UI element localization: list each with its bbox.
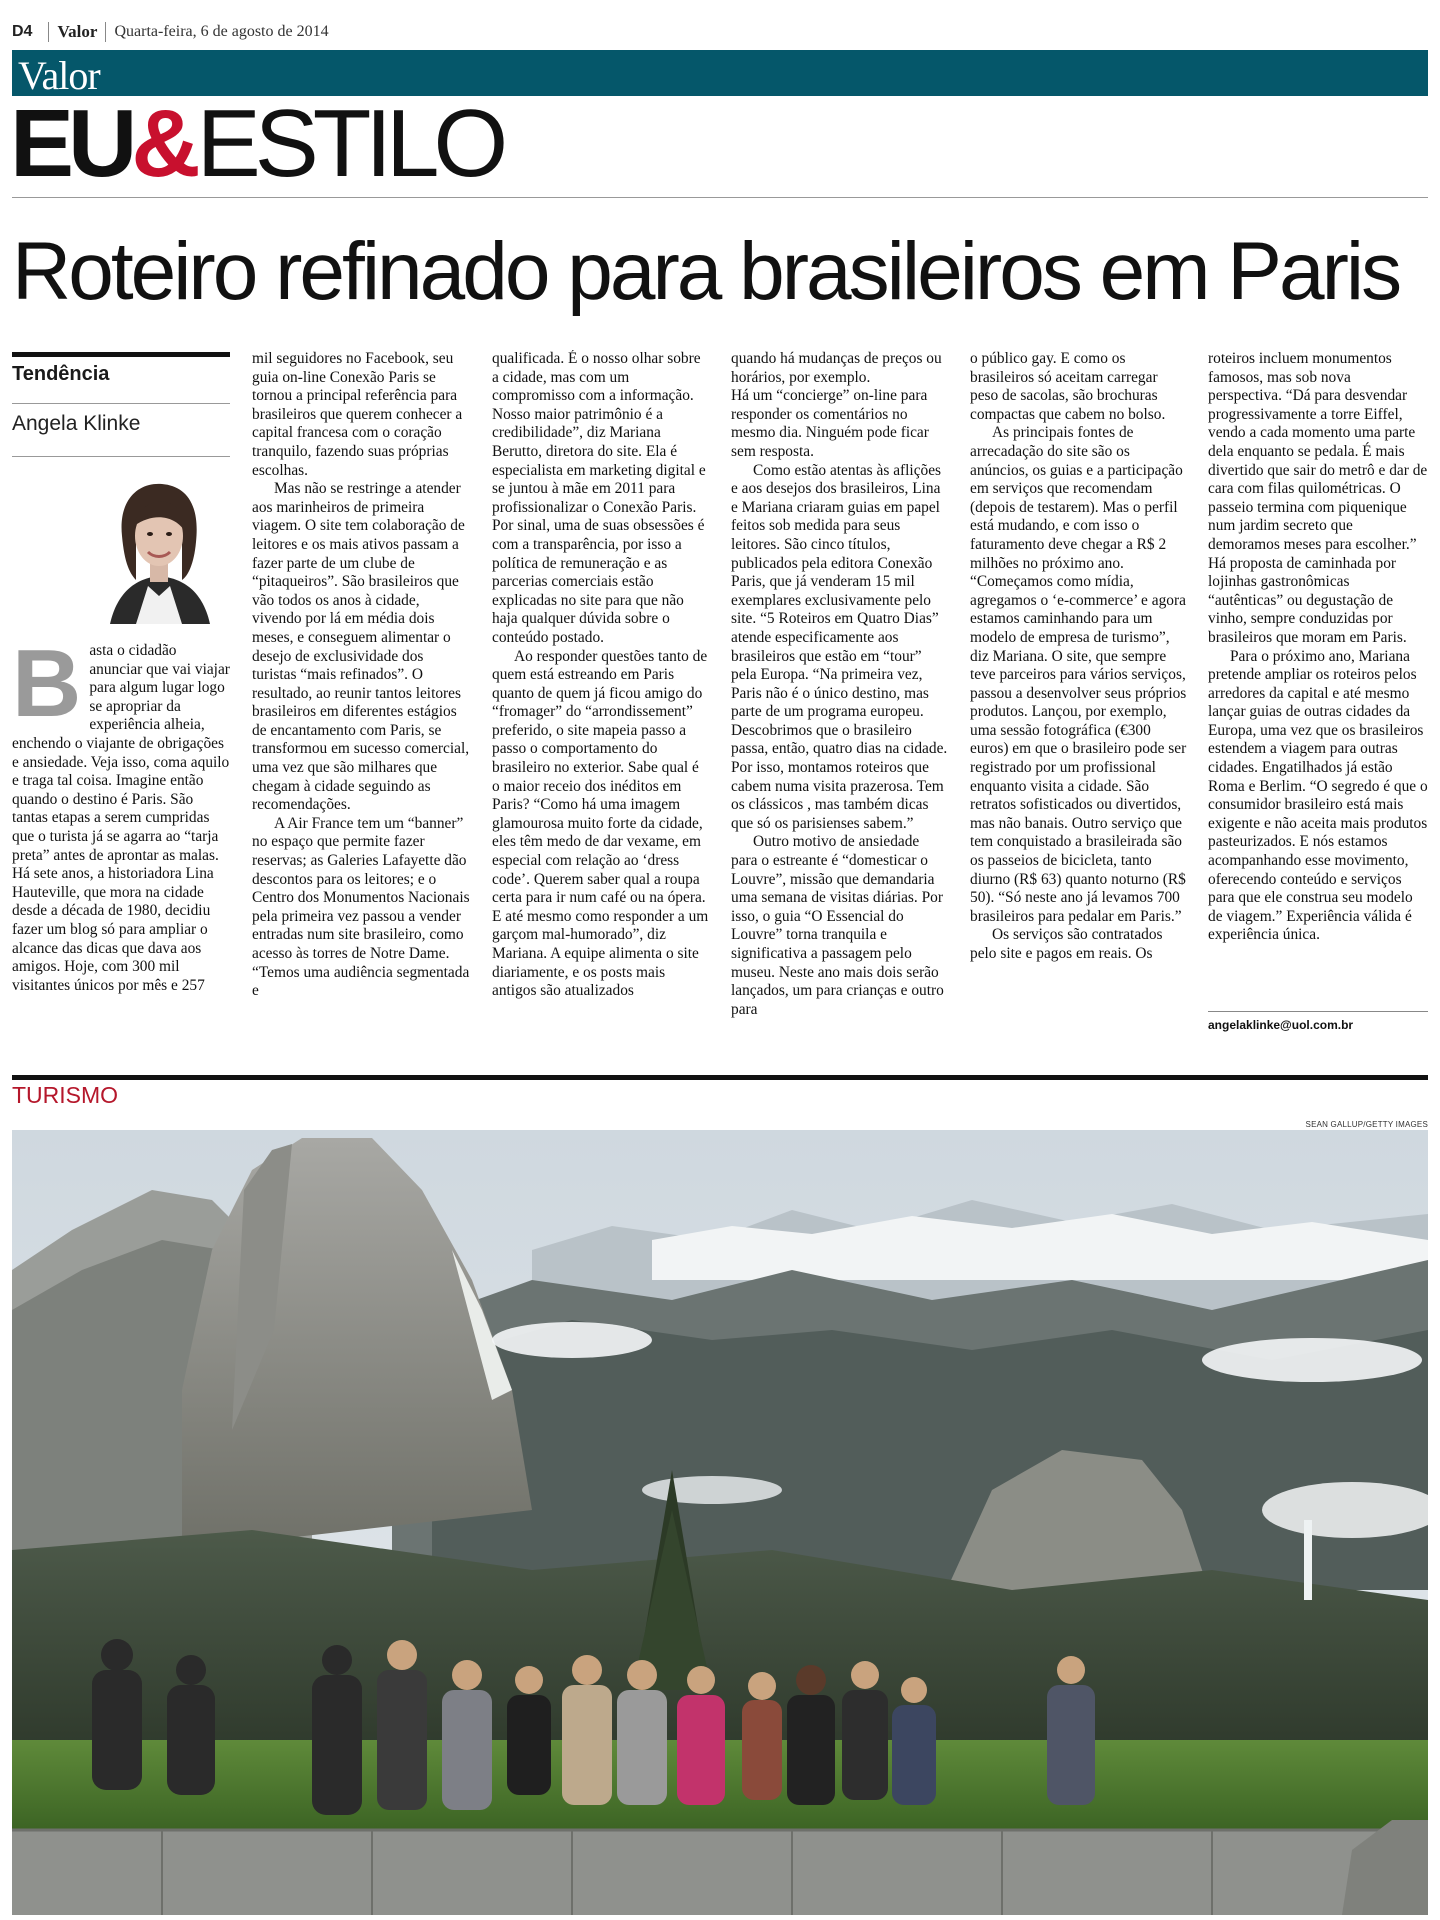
article-column-1 [12,642,230,1038]
article-kicker: Tendência [12,363,110,385]
paragraph: Há um “concierge” on-line para responder os comentários no mesmo dia. Ninguém pode ficar sem resposta. [731,387,929,460]
author-portrait [88,476,230,624]
paragraph: Os serviços são contratados pelo site e pagos em reais. Os [970,926,1163,962]
paragraph: Outro motivo de ansiedade para o estreante é “domesticar o Louvre”, missão que demandaria uma semana de visitas diárias. Por isso, o guia “O Essencial do Louvre” torna tranquila e significativa a passagem pelo museu. Neste ano mais dois serão lançados, um para crianças e outro para [731,833,944,1018]
paragraph: Mas não se restringe a atender aos marinheiros de primeira viagem. O site tem colaboração de leitores e os mais ativos passam a fazer parte de um clube de “pitaqueiros”. São brasileiros que vão todos os anos à cidade, vivendo por lá em média dois meses, e conseguem alimentar o desejo de exclusividade dos turistas “mais refinados”. O resultado, ao reunir tantos leitores brasileiros em diferentes estágios de encantamento com Paris, se transformou em sucesso comercial, uma vez que são milhares que chegam à cidade seguindo as recomendações. [252,480,470,814]
paragraph: qualificada. É o nosso olhar sobre a cidade, mas com um compromisso com a informação. Nosso maior patrimônio é a credibilidade”, diz Mariana Berutto, diretora do site. Ela é especialista em marketing digital e se juntou à mãe em 2011 para profissionalizar o Conexão Paris. Por sinal, uma de suas obsessões é com a transparência, por isso a política de remuneração e as parcerias comerciais estão explicadas no site para que não haja qualquer dúvida sobre o conteúdo postado. [492,350,706,646]
folio-divider [105,22,106,42]
byline-rule-thin [12,403,230,404]
article-headline: Roteiro refinado para brasileiros em Paris [12,226,1400,317]
section-title-estilo: ESTILO [196,90,503,197]
email-rule [1208,1011,1428,1012]
paragraph: Para o próximo ano, Mariana pretende ampliar os roteiros pelos arredores da capital e até mesmo lançar guias de outras cidades da Europa, uma vez que os brasileiros estendem a viagem para outras cidades. Engatilhados já estão Roma e Berlim. “O segredo é que o consumidor brasileiro está mais exigente e não aceita mais produtos pasteurizados. E nós estamos acompanhando esse movimento, oferecendo conteúdo e serviços para que ele construa seu modelo de viagem.” Experiência válida é experiência única. [1208,647,1428,944]
section-title-ampersand: & [131,90,197,197]
paragraph: As principais fontes de arrecadação do site são os anúncios, os guias e a participação em serviços que recomendam (depois de testarem). Mas o perfil está mudando, e com isso o faturamento deve chegar a R$ 2 milhões no próximo ano. “Começamos como mídia, agregamos o ‘e-commerce’ e agora estamos caminhando para um modelo de empresa de turismo”, diz Mariana. O site, que sempre teve parceiros para vários serviços, passou a desenvolver seus próprios produtos. Lançou, por exemplo, uma sessão fotográfica (€300 euros) em que o brasileiro pode ser registrado por um profissional enquanto visita a cidade. São retratos sofisticados ou divertidos, mas não banais. Outro serviço que tem conquistado a brasileirada são os passeios de bicicleta, tanto diurno (R$ 63) quanto noturno (R$ 50). “Só neste ano já levamos 700 brasileiros para pedalar em Paris.” [970,424,1187,925]
yosemite-photo [12,1130,1428,1915]
photo-credit: SEAN GALLUP/GETTY IMAGES [1305,1120,1428,1129]
author-email: angelaklinke@uol.com.br [1208,1018,1354,1032]
paragraph: Como estão atentas às aflições e aos desejos dos brasileiros, Lina e Mariana criaram guias em papel feitos sob medida para seus leitores. São cinco títulos, publicados pela editora Conexão Paris, que já venderam 15 mil exemplares exclusivamente pelo site. “5 Roteiros em Quatro Dias” atende especificamente aos brasileiros que estão em “tour” pela Europa. “Na primeira vez, Paris não é o único destino, mas parte de um programa europeu. Descobrimos que o brasileiro passa, então, quatro dias na cidade. Por isso, montamos roteiros que cabem numa visita prazerosa. Tem os clássicos , mas também dicas que só os parisienses sabem.” [731,461,948,832]
paragraph: Ao responder questões tanto de quem está estreando em Paris quanto de quem já ficou amigo do “fromager” do “arrondissement” preferido, o site mapeia passo a passo o comportamento do brasileiro no exterior. Sabe qual é o maior receio dos inéditos em Paris? “Como há uma imagem glamourosa muito forte da cidade, eles têm medo de dar vexame, em especial com relação ao ‘dress code’. Querem saber qual a roupa certa para ir num café ou na ópera. [492,647,708,907]
author-name: Angela Klinke [12,412,141,435]
paragraph: A Air France tem um “banner” no espaço que permite fazer reservas; as Galeries Lafayette dão descontos para os leitores; e o Centro dos Monumentos Nacionais pela primeira vez passou a vender entradas num site brasileiro, como acesso às torres de Notre Dame. “Temos uma audiência segmentada e [252,814,470,1000]
tourism-section-label: TURISMO [12,1082,119,1108]
folio-date: Quarta-feira, 6 de agosto de 2014 [114,23,329,40]
section-title [10,90,503,197]
article-column-3 [492,350,710,1038]
folio-divider [48,22,49,42]
paragraph: quando há mudanças de preços ou horários, por exemplo. [731,350,942,386]
article-column-4 [731,350,949,1038]
folio-brand: Valor [57,22,98,41]
drop-cap: B [12,642,82,737]
section-rule [12,1075,1428,1080]
section-title-eu: EU [10,90,132,197]
article-column-5 [970,350,1188,1038]
masthead-logo: Valor [18,53,100,98]
byline-box [12,352,230,457]
masthead-rule [12,197,1428,198]
byline-rule-thick [12,352,230,357]
paragraph: roteiros incluem monumentos famosos, mas sob nova perspectiva. “Dá para desvendar progressivamente a torre Eiffel, vendo a cada momento uma parte dela enquanto se pedala. É mais divertido que sair do metrô e dar de cara com filas quilométricas. O passeio termina com piquenique num jardim secreto que demoramos meses para escolher.” Há proposta de caminhada por lojinhas gastronômicas “autênticas” ou degustação de vinho, sempre conduzidas por brasileiros que moram em Paris. [1208,350,1428,646]
paragraph: mil seguidores no Facebook, seu guia on-line Conexão Paris se tornou a principal referência para brasileiros que querem conhecer a capital francesa com o coração tranquilo, fazendo suas próprias escolhas. [252,350,463,479]
byline-rule-thin [12,456,230,457]
folio [12,20,329,44]
paragraph: o público gay. E como os brasileiros só aceitam carregar peso de sacolas, são brochuras compactas que cabem no bolso. [970,350,1166,423]
article-column-6 [1208,350,1428,1002]
page-number: D4 [12,23,33,40]
article-column-2 [252,350,470,1038]
paragraph: E até mesmo como responder a um garçom mal-humorado”, diz Mariana. A equipe alimenta o site diariamente, e os posts mais antigos são atualizados [492,907,709,1000]
paragraph: asta o cidadão anunciar que vai viajar para algum lugar logo se apropriar da experiência alheia, enchendo o viajante de obrigações e ansiedade. Veja isso, coma aquilo e traga tal coisa. Imagine então quando o destino é Paris. São tantas etapas a serem cumpridas que o turista já se agarra ao “tarja preta” antes de aprontar as malas. Há sete anos, a historiadora Lina Hauteville, que mora na cidade desde a década de 1980, decidiu fazer um blog só para ampliar o alcance das dicas que dava aos amigos. Hoje, com 300 mil visitantes únicos por mês e 257 [12,642,230,994]
